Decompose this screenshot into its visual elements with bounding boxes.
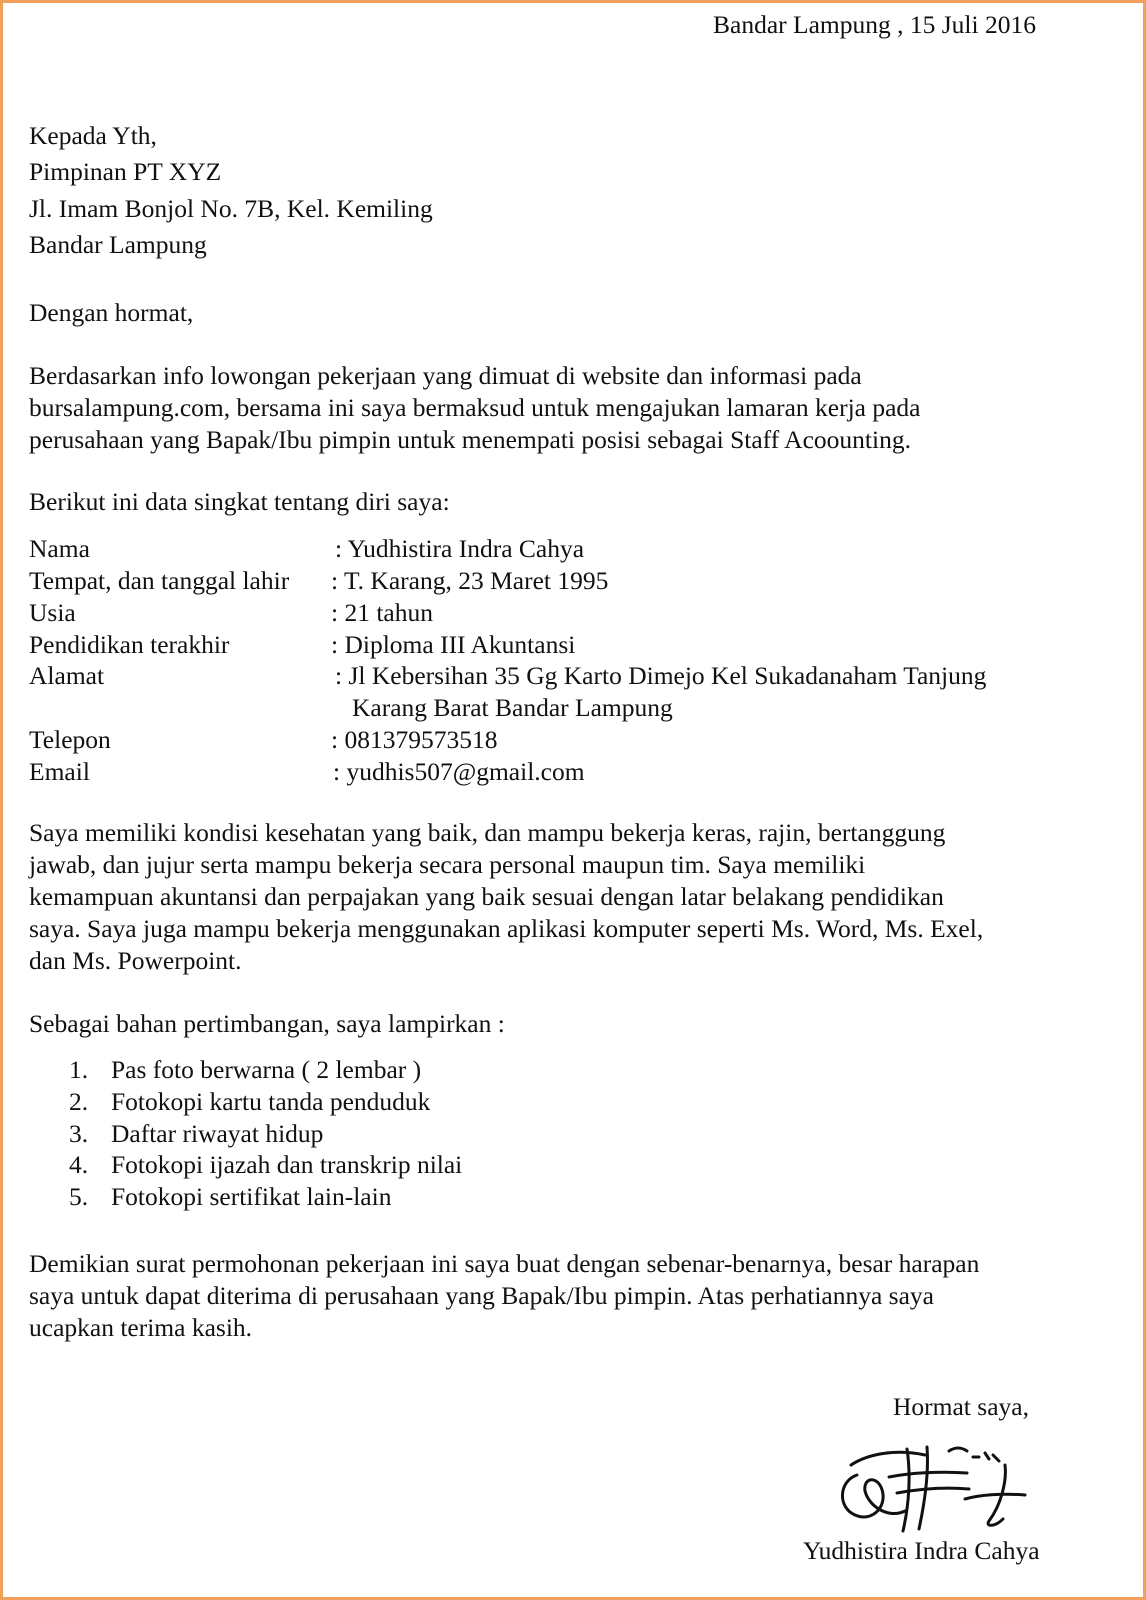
field-label-ttl: Tempat, dan tanggal lahir bbox=[29, 566, 290, 595]
list-item: Daftar riwayat hidup bbox=[111, 1119, 324, 1148]
list-item: Fotokopi ijazah dan transkrip nilai bbox=[111, 1150, 463, 1179]
salutation: Dengan hormat, bbox=[29, 298, 194, 327]
list-number: 5. bbox=[69, 1182, 89, 1211]
paragraph-line: Demikian surat permohonan pekerjaan ini saya buat dengan sebenar-benarnya, besar harapan bbox=[29, 1249, 980, 1278]
field-value-nama: : Yudhistira Indra Cahya bbox=[335, 534, 585, 563]
paragraph-line: saya untuk dapat diterima di perusahaan yang Bapak/Ibu pimpin. Atas perhatiannya saya bbox=[29, 1281, 934, 1310]
field-label-email: Email bbox=[29, 757, 90, 786]
paragraph-line: Saya memiliki kondisi kesehatan yang baik, dan mampu bekerja keras, rajin, bertanggung bbox=[29, 818, 946, 847]
field-value-alamat-cont: Karang Barat Bandar Lampung bbox=[352, 693, 673, 722]
field-label-telepon: Telepon bbox=[29, 725, 111, 754]
list-item: Fotokopi kartu tanda penduduk bbox=[111, 1087, 431, 1116]
paragraph-line: kemampuan akuntansi dan perpajakan yang baik sesuai dengan latar belakang pendidikan bbox=[29, 882, 944, 911]
signer-name: Yudhistira Indra Cahya bbox=[803, 1536, 1040, 1565]
field-label-nama: Nama bbox=[29, 534, 90, 563]
recipient-line: Pimpinan PT XYZ bbox=[29, 157, 222, 186]
recipient-line: Bandar Lampung bbox=[29, 230, 207, 259]
field-value-ttl: : T. Karang, 23 Maret 1995 bbox=[331, 566, 609, 595]
field-value-usia: : 21 tahun bbox=[331, 598, 433, 627]
field-value-alamat: : Jl Kebersihan 35 Gg Karto Dimejo Kel Sukadanaham Tanjung bbox=[335, 661, 987, 690]
list-item: Fotokopi sertifikat lain-lain bbox=[111, 1182, 392, 1211]
handwritten-signature bbox=[829, 1435, 1035, 1535]
list-item: Pas foto berwarna ( 2 lembar ) bbox=[111, 1055, 422, 1084]
field-label-usia: Usia bbox=[29, 598, 76, 627]
field-label-pendidikan: Pendidikan terakhir bbox=[29, 630, 230, 659]
place-date: Bandar Lampung , 15 Juli 2016 bbox=[713, 10, 1036, 39]
paragraph-line: perusahaan yang Bapak/Ibu pimpin untuk menempati posisi sebagai Staff Acoounting. bbox=[29, 425, 911, 454]
list-number: 1. bbox=[69, 1055, 89, 1084]
list-number: 4. bbox=[69, 1150, 89, 1179]
list-number: 2. bbox=[69, 1087, 89, 1116]
paragraph-line: jawab, dan jujur serta mampu bekerja secara personal maupun tim. Saya memiliki bbox=[29, 850, 866, 879]
list-number: 3. bbox=[69, 1119, 89, 1148]
attachments-intro: Sebagai bahan pertimbangan, saya lampirkan : bbox=[29, 1009, 505, 1038]
paragraph-line: bursalampung.com, bersama ini saya bermaksud untuk mengajukan lamaran kerja pada bbox=[29, 393, 921, 422]
field-label-alamat: Alamat bbox=[29, 661, 105, 690]
field-value-pendidikan: : Diploma III Akuntansi bbox=[331, 630, 576, 659]
paragraph-line: ucapkan terima kasih. bbox=[29, 1313, 253, 1342]
paragraph-line: dan Ms. Powerpoint. bbox=[29, 946, 242, 975]
recipient-line: Jl. Imam Bonjol No. 7B, Kel. Kemiling bbox=[29, 194, 433, 223]
field-value-telepon: : 081379573518 bbox=[331, 725, 498, 754]
sign-off: Hormat saya, bbox=[893, 1392, 1029, 1421]
paragraph-line: Berdasarkan info lowongan pekerjaan yang dimuat di website dan informasi pada bbox=[29, 361, 862, 390]
field-value-email: : yudhis507@gmail.com bbox=[333, 757, 585, 786]
paragraph-line: saya. Saya juga mampu bekerja menggunakan aplikasi komputer seperti Ms. Word, Ms. Exel, bbox=[29, 914, 984, 943]
recipient-line: Kepada Yth, bbox=[29, 121, 157, 150]
data-intro: Berikut ini data singkat tentang diri saya: bbox=[29, 487, 450, 516]
